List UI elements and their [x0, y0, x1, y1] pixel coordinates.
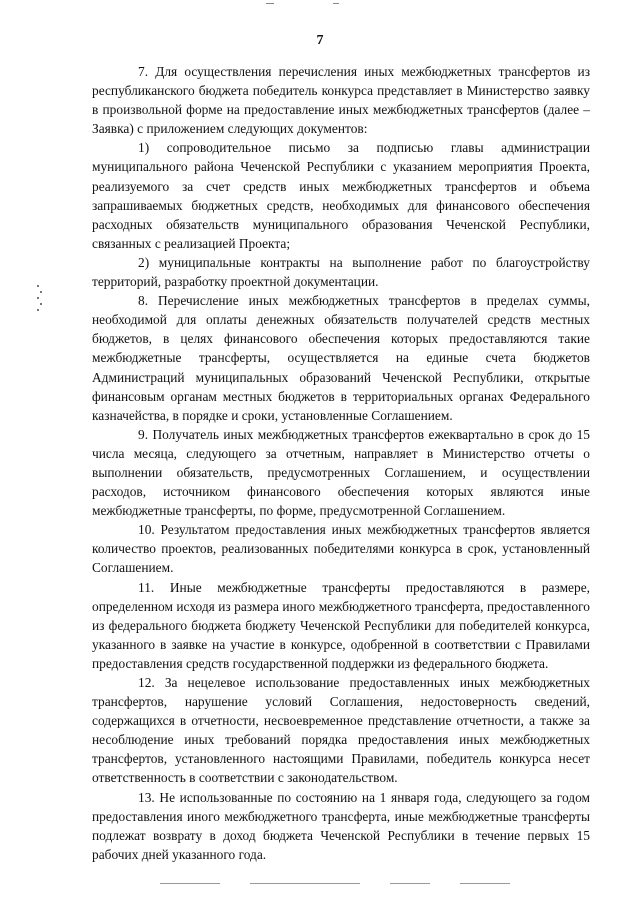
- page-number: 7: [316, 33, 324, 48]
- scan-artifact-bottom: [160, 883, 590, 885]
- paragraph-8: 8. Перечисление иных межбюджетных трансфертов в пределах суммы, необходимой для оплаты денежных обязательств получателей средств местных бюджетов, в целях финансового обеспечения которых предоставляются такие межбюджетные трансферты, осуществляется на единые счета бюджетов Администраций муниципальных образований Чеченской Республики, открытые финансовым органам местных бюджетов в территориальных органах Федерального казначейства, в порядке и сроки, установленные Соглашением.: [92, 293, 590, 423]
- paragraph-13: 13. Не использованные по состоянию на 1 января года, следующего за годом предоставления иного межбюджетного трансферта, иные межбюджетные трансферты подлежат возврату в доход бюджета Чеченской Республики в течение первых 15 рабочих дней указанного года.: [92, 789, 590, 862]
- paragraph-9: 9. Получатель иных межбюджетных трансфертов ежеквартально в срок до 15 числа месяца, следующего за отчетным, направляет в Министерство отчеты о выполнении обязательств, предусмотренных Соглашением, и осуществлении расходов, источником финансового обеспечения которых являются иные межбюджетные трансферты, по форме, предусмотренной Соглашением.: [92, 426, 590, 519]
- paragraph-10: 10. Результатом предоставления иных межбюджетных трансфертов является количество проектов, реализованных победителями конкурса в срок, установленный Соглашением.: [92, 522, 590, 576]
- scan-artifact-top: [266, 3, 274, 4]
- binding-marks: [37, 285, 43, 317]
- scan-artifact-top: [333, 3, 339, 4]
- paragraph-11: 11. Иные межбюджетные трансферты предоставляются в размере, определенном исходя из размера иного межбюджетного трансферта, предоставленного из федерального бюджета бюджету Чеченской Республики для победителей конкурса, указанного в заявке на участие в конкурсе, одобренной в соответствии с Правилами предоставления средств государственной поддержки из федерального бюджета.: [92, 579, 590, 671]
- paragraph-7-item-1: 1) сопроводительное письмо за подписью главы администрации муниципального района Чеченской Республики с указанием мероприятия Проекта, реализуемого за счет средств иных межбюджетных трансфертов и объема запрашиваемых бюджетных средств, необходимых для финансового обеспечения расходных обязательств муниципального образования Чеченской Республики, связанных с реализацией Проекта;: [92, 140, 590, 251]
- paragraph-12: 12. За нецелевое использование предоставленных иных межбюджетных трансфертов, нарушение условий Соглашения, недостоверность сведений, содержащихся в отчетности, несвоевременное представление отчетности, а также за несоблюдение иных требований порядка предоставления иных межбюджетных трансфертов, установленного настоящими Правилами, победитель конкурса несет ответственность в соответствии с законодательством.: [92, 675, 590, 786]
- paragraph-7: 7. Для осуществления перечисления иных межбюджетных трансфертов из республиканского бюджета победитель конкурса представляет в Министерство заявку в произвольной форме на предоставление иных межбюджетных трансфертов (далее – Заявка) с приложением следующих документов:: [92, 64, 590, 137]
- document-body: [92, 62, 590, 864]
- paragraph-7-item-2: 2) муниципальные контракты на выполнение работ по благоустройству территорий, разработку проектной документации.: [92, 254, 590, 290]
